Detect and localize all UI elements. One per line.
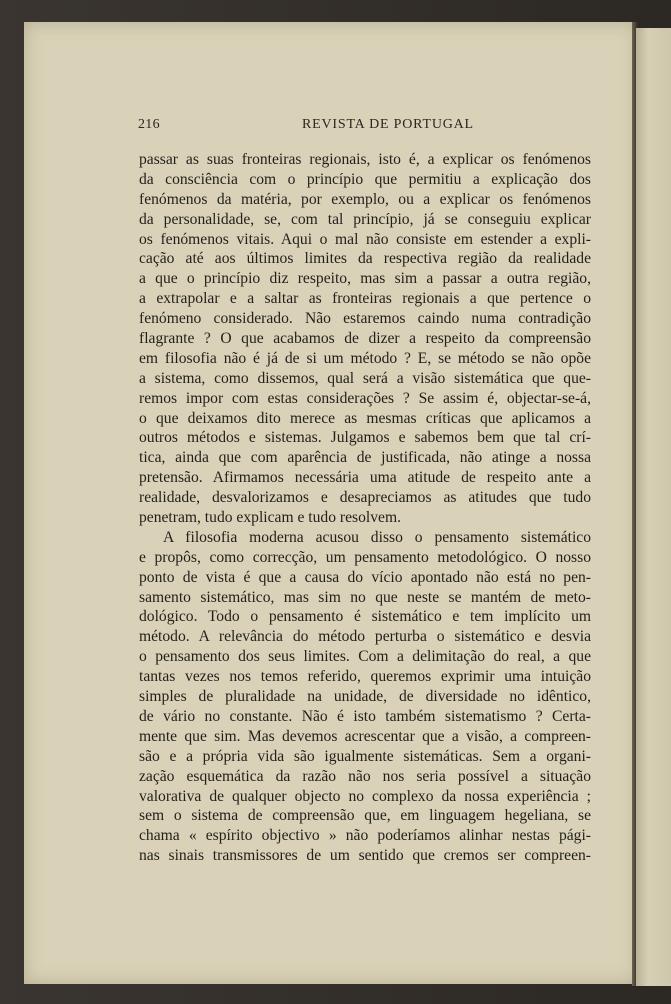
page-header [138,117,590,137]
text-line: nas sinais transmissores de um sentido que cremos ser compreen- [139,847,591,865]
text-line: realidade, desvalorizamos e desapreciamos as atitudes que tudo [139,489,591,507]
running-head: REVISTA DE PORTUGAL [302,117,474,132]
text-line: sem o sistema de compreensão que, em linguagem hegeliana, se [139,807,591,825]
facing-page-edge [636,28,671,986]
text-line: pretensão. Afirmamos necessária uma atitude de respeito ante a [139,469,591,487]
text-line: passar as suas fronteiras regionais, isto é, a explicar os fenómenos [139,151,591,168]
text-line: o que deixamos dito merece as mesmas críticas que aplicamos a [139,409,591,427]
text-line: e propôs, como correcção, um pensamento metodológico. O nosso [139,548,591,566]
text-line: mente que sim. Mas devemos acrescentar que a visão, a compreen- [139,727,591,745]
text-line: outros métodos e sistemas. Julgamos e sabemos bem que tal crí- [139,429,591,447]
text-line: ponto de vista é que a causa do vício apontado não está no pen- [139,568,591,586]
paragraph [139,150,591,528]
text-line: a que o princípio diz respeito, mas sim a passar a outra região, [139,270,591,288]
text-line: da consciência com o princípio que permitiu a explicação dos [139,170,591,188]
text-line: tantas vezes nos temos referido, queremos exprimir uma intuição [139,668,591,686]
text-line: simples de pluralidade na unidade, de diversidade no idêntico, [139,688,591,706]
text-line: zação esquemática da razão não nos seria possível a situação [139,767,591,785]
text-line: dológico. Todo o pensamento é sistemático e tem implícito um [139,608,591,626]
text-line: penetram, tudo explicam e tudo resolvem. [139,509,401,527]
text-line: o pensamento dos seus limites. Com a delimitação do real, a que [139,648,591,666]
text-line: chama « espírito objectivo » não poderíamos alinhar nestas pági- [139,827,591,845]
text-line: A filosofia moderna acusou disso o pensamento sistemático [163,528,591,546]
text-line: método. A relevância do método perturba o sistemático e desvia [139,628,591,646]
text-line: a sistema, como dissemos, qual será a visão sistemática que que- [139,369,591,387]
text-line: a extrapolar e a saltar as fronteiras regionais a que pertence o [139,290,591,308]
text-line: samento sistemático, mas sim no que neste se mantém de meto- [139,588,591,606]
page-number: 216 [138,117,160,132]
text-line: em filosofia não é já de si um método ? E, se método se não opõe [139,349,591,367]
text-line: fenómeno considerado. Não estaremos caindo numa contradição [139,310,591,328]
text-line: os fenómenos vitais. Aqui o mal não consiste em estender a expli- [139,230,591,248]
text-line: de vário no constante. Não é isto também sistematismo ? Certa- [139,707,591,725]
text-line: da personalidade, se, com tal princípio, já se conseguiu explicar [139,210,591,228]
text-line: fenómenos da matéria, por exemplo, ou a explicar os fenómenos [139,190,591,208]
text-line: remos impor com estas considerações ? Se assim é, objectar-se-á, [139,389,591,407]
text-line: são e a própria vida são igualmente sistemáticas. Sem a organi- [139,747,591,765]
text-line: flagrante ? O que acabamos de dizer a respeito da compreensão [139,330,591,348]
paragraph [139,528,591,866]
page-body [139,150,591,866]
text-line: tica, ainda que com aparência de justificada, não atinge a nossa [139,449,591,467]
text-line: valorativa de qualquer objecto no complexo da nossa experiência ; [139,787,591,805]
text-line: cação até aos últimos limites da respectiva região da realidade [139,250,591,268]
